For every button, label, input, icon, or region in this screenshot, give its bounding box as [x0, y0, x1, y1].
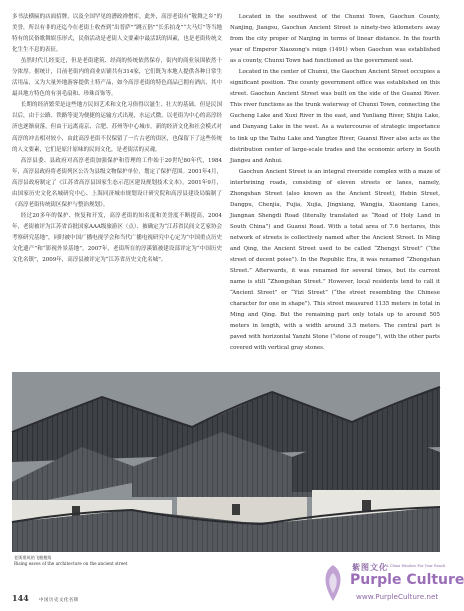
paragraph-cn-3: 长期的经济繁荣是这些地方民间艺术和文化习俗得以滋生、壮大的基础。但是民国以后，由于公路、铁路等更为便捷的运输方式出现，水运式微，以老街为中心的高淳经济也逐渐衰落，但由于远离南京、合肥、苏州等中心城市，新的经济文化和社会模式对高淳的冲击相对较小，由此高淳老街不仅保留了一片古老的街区，也保留下了这些传统的人文要素，它们是原汁原味的民间文化，是老街活的灵魂。 [12, 102, 222, 153]
journal-title: 中国历史文化名街 [38, 598, 79, 603]
watermark [318, 560, 464, 606]
page-footer [12, 593, 79, 603]
paragraph-cn-2: 虽然时代几经变迁，但是老街建筑、经商的传统依然保存，街内的商业氛围依然十分浓厚。据统计，目前老街内的商业店铺共有314家，它们既为本地人提供各种日常生活用品，又为大量外地游客提供土特产品，如今高淳老街的特色商品已拥有酒店、其中最具地方特色的有羽毛扇和、珍珠首饰等。 [12, 58, 222, 98]
paragraph-cn-1: 多书法横匾的店面招牌，以及全国罕见的漕政禅僧库。此外，高淳老街有“敬舞之乡”的美誉，所以有非的还迄今在老街上收查到“出普萨”“跳五猖”“长乐拍龙”“大马灯”等当地特有的民俗歌舞娱乐形式，民俗活动是老街人文要素中最活跃的因素，也是老街传统文化生生不息的表征。 [12, 14, 222, 54]
left-text-column [12, 12, 222, 266]
right-text-column [230, 12, 440, 354]
photo-caption-en: Rising eaves of the architecture on the ancient street [14, 561, 128, 566]
page-number: 144 [12, 593, 29, 603]
purple-culture-logo-icon [318, 563, 348, 603]
watermark-url: www.PurpleCulture.net [356, 592, 439, 601]
paragraph-en-2: Located in the center of Chunxi, the Gaochun Ancient Street occupies a significant position. The county government office was established on this street. Gaochun Ancient Street was built on the side of the Guanxi River. This river functions as the trunk waterway of Chunxi Town, connecting the Gucheng Lake and Xuxi River in the east, and Yunliang River, Shijiu Lake, and Danyang Lake in the west. As a watercourse of strategic importance to link up the Taihu Lake and Yangtze River, Guanxi River also acts as the distribution center of large-scale trades and the economic artery in South Jiangsu and Anhui. [230, 69, 440, 164]
paragraph-en-1: Located in the southwest of the Chunxi Town, Gaochun County, Nanjing, Jiangsu, Gaochun Ancient Street is ninety-two kilometers away from the city proper of Nanjing in terms of linear distance. In the fourth year of Emperor Xiaozong's reign (1491) when Gaochun was established as a county, Chunxi Town had functioned as the government seat. [230, 14, 440, 65]
watermark-cn-name: 紫图文化 [352, 562, 388, 572]
paragraph-en-3: Gaochun Ancient Street is an integral riverside complex with a maze of intertwining roads, consisting of eleven streets or lanes, namely, Zhongshan Street (also known as the Ancient Street), Hebin Street, Dangpu, Chenjia, Fujia, Xujia, Jingxiang, Wangjia, Xiaoniang Lanes, Jiangnan Shengdi Road (literally translated as “Road of Holy Land in South China”) and Guanxi Road. With a total area of 7.6 hectares, this network of streets is collectively named after the Ancient Street. In Ming and Qing, the Ancient Street used to be called “Zhengyi Street” (“the street of decent poise”). In the Republic Era, it was renamed “Zhongshan Street.” Afterwards, it was renamed for several times, but its current name is still “Zhongshan Street.” However, local residents tend to call it “Ancient Street” or “Yizi Street” (“the street resembling the Chinese character for one in shape”). This street measured 1135 meters in total in Ming and Qing. But the remaining part only totals up to around 505 meters in length, with a width around 3.5 meters. The central part is paved with horizontal Yanzhi Stone (“stone of rouge”), with the other parts covered with vertical gray stones. [230, 168, 440, 352]
watermark-en-name: Purple Culture [350, 572, 464, 588]
ancient-street-rooftops-photo [12, 372, 440, 552]
paragraph-cn-5: 经过20多年的保护、恢复和开发，高淳老街的知名度和美誉度不断提高，2004年，老街被评为江苏省首批国家AAA级旅游区（点）、被确定为“江苏省民间文艺家协会考察研究基地”，同时被中国广播电视学会和当代广播电视研究中心定为“中国重点历史文化遗产”和“影视外景基地”。2007年，老街所在的淳溪镇被建设部评定为“中国历史文化名镇”，2009年，高淳县被评定为“江苏省历史文化名城”。 [12, 212, 222, 264]
photo-caption-cn: 老街建筑的飞檐翘角 [14, 555, 52, 560]
paragraph-cn-4: 高淳县委、县政府对高淳老街加强保护和管理的工作始于20世纪80年代，1984年，高淳县政府将老街列区公告为县级文物保护单位，划定了保护范围。2001年4月，高淳县政府制定了《江苏省高淳县国家生态示范区建设规划技术文本》，2001年9月，由国家历史文化名城研究中心、上海同济城市规划设计研究院和高淳县建设局编制了《高淳老街传统街区保护与整治规划》。 [12, 157, 222, 208]
rooftops-illustration [12, 372, 440, 552]
watermark-tagline: A China Window For Your Reach [386, 564, 446, 568]
photo-caption [14, 555, 127, 567]
